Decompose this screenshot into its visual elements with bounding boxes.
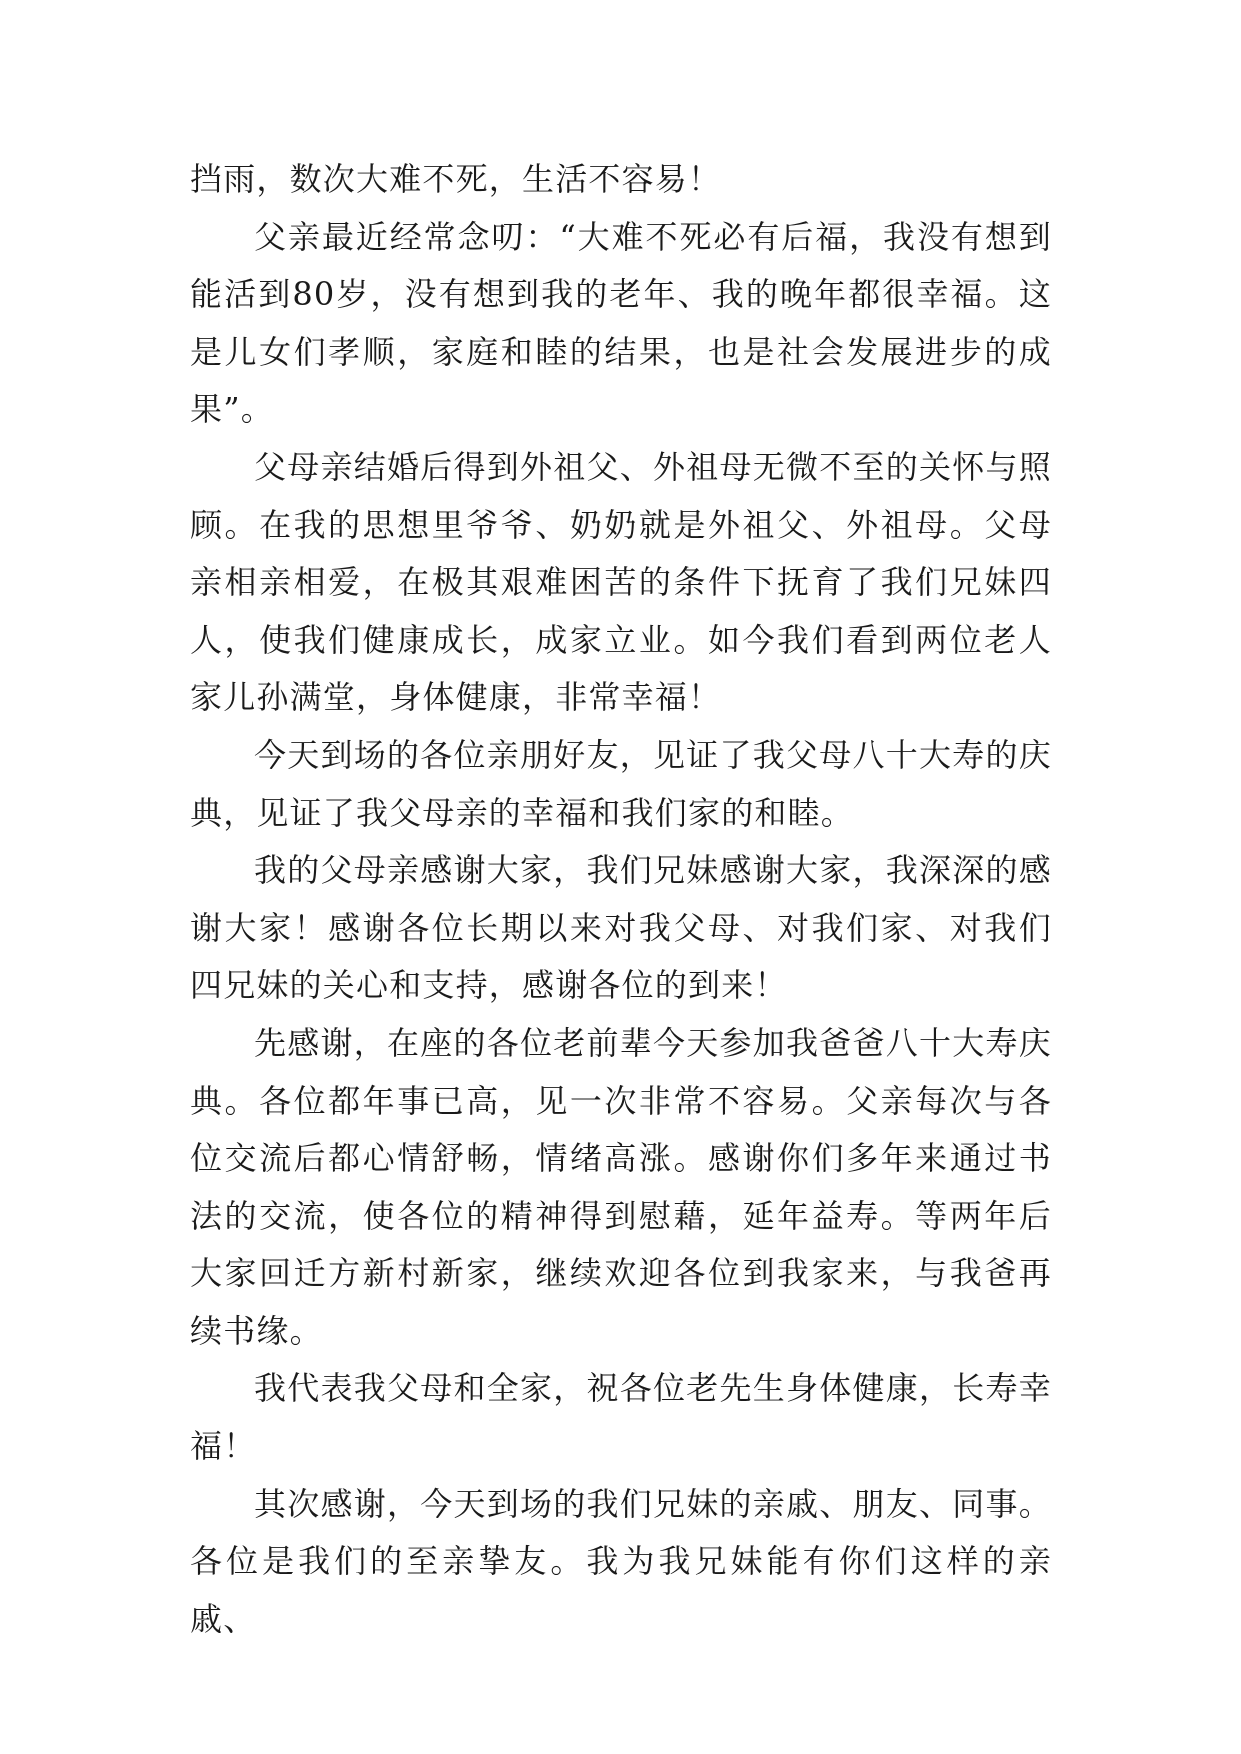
paragraph-7: 我代表我父母和全家，祝各位老先生身体健康，长寿幸福！ (190, 1369, 1052, 1466)
paragraph-5: 我的父母亲感谢大家，我们兄妹感谢大家，我深深的感谢大家！感谢各位长期以来对我父母、对我们家、对我们四兄妹的关心和支持，感谢各位的到来！ (190, 851, 1052, 1005)
paragraph-4: 今天到场的各位亲朋好友，见证了我父母八十大寿的庆典，见证了我父母亲的幸福和我们家的和睦。 (190, 735, 1052, 832)
paragraph-3: 父母亲结婚后得到外祖父、外祖母无微不至的关怀与照顾。在我的思想里爷爷、奶奶就是外祖父、外祖母。父母亲相亲相爱，在极其艰难困苦的条件下抚育了我们兄妹四人，使我们健康成长，成家立业。如今我们看到两位老人家儿孙满堂，身体健康，非常幸福！ (190, 447, 1052, 717)
paragraph-2: 父亲最近经常念叨：“大难不死必有后福，我没有想到能活到80岁，没有想到我的老年、我的晚年都很幸福。这是儿女们孝顺，家庭和睦的结果，也是社会发展进步的成果”。 (190, 217, 1052, 429)
document-body (190, 151, 1052, 1648)
paragraph-6: 先感谢，在座的各位老前辈今天参加我爸爸八十大寿庆典。各位都年事已高，见一次非常不容易。父亲每次与各位交流后都心情舒畅，情绪高涨。感谢你们多年来通过书法的交流，使各位的精神得到慰藉，延年益寿。等两年后大家回迁方新村新家，继续欢迎各位到我家来，与我爸再续书缘。 (190, 1023, 1052, 1350)
paragraph-1: 挡雨，数次大难不死，生活不容易！ (190, 160, 722, 198)
paragraph-8: 其次感谢，今天到场的我们兄妹的亲戚、朋友、同事。各位是我们的至亲挚友。我为我兄妹能有你们这样的亲戚、 (190, 1484, 1052, 1638)
